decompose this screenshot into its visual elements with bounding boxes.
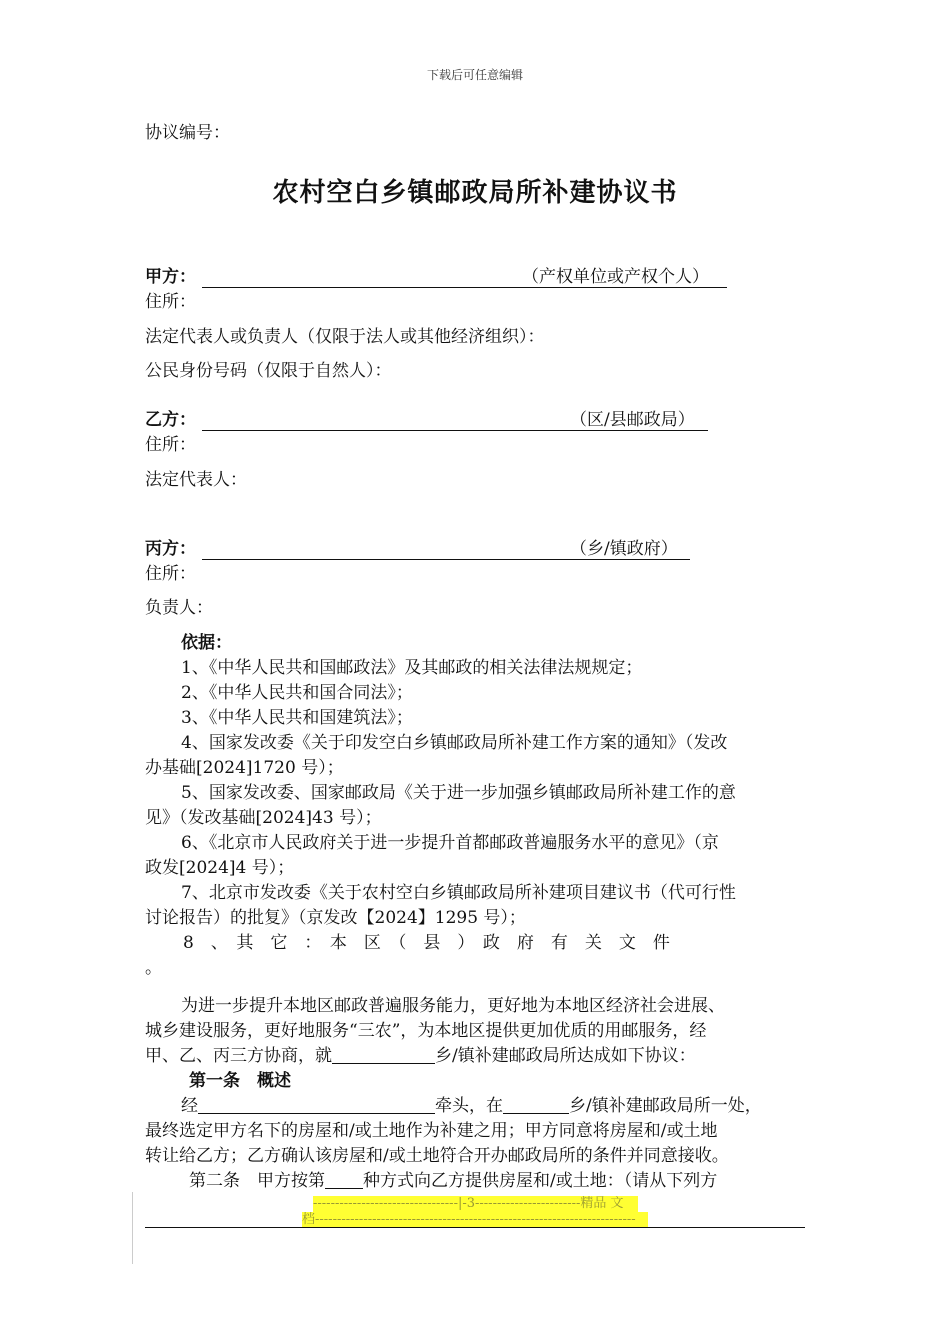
article-1-line: 转让给乙方；乙方确认该房屋和/或土地符合开办邮政局所的条件并同意接收。: [145, 1146, 729, 1166]
party-b-label: 乙方：: [145, 410, 196, 430]
agreement-number-label: 协议编号：: [145, 123, 230, 143]
footer-watermark-line-1: ---------------------------------|-3------------------------精品 文: [313, 1196, 638, 1212]
method-blank: [325, 1170, 363, 1189]
party-a-label: 甲方：: [145, 267, 196, 287]
party-c-label: 丙方：: [145, 539, 196, 559]
article-2-line: [189, 1169, 717, 1193]
basis-item: 4、国家发改委《关于印发空白乡镇邮政局所补建工作方案的通知》（发改: [181, 733, 728, 753]
party-b-address: 住所：: [145, 435, 196, 455]
intro-line3-end: 乡/镇补建邮政局所达成如下协议：: [435, 1046, 696, 1066]
basis-item: 5、国家发改委、国家邮政局《关于进一步加强乡镇邮政局所补建工作的意: [181, 783, 736, 803]
party-a-id-number: 公民身份号码（仅限于自然人）：: [145, 361, 392, 381]
township-blank-2: [503, 1095, 569, 1114]
basis-item: 见》（发改基础[2024]43 号）；: [145, 808, 382, 828]
document-title: 农村空白乡镇邮政局所补建协议书: [272, 178, 678, 208]
lead-unit-blank: [198, 1095, 435, 1114]
intro-line: 城乡建设服务，更好地服务“三农”，为本地区提供更加优质的用邮服务，经: [145, 1021, 707, 1041]
article-1-heading: 第一条 概述: [189, 1071, 291, 1091]
article-1-text-c: 乡/镇补建邮政局所一处，: [569, 1096, 762, 1116]
party-c-responsible: 负责人：: [145, 598, 213, 618]
intro-line: [145, 1044, 696, 1068]
township-blank: [332, 1045, 435, 1064]
page-header: 下载后可任意编辑: [426, 68, 523, 82]
article-2-text-a: 第二条 甲方按第: [189, 1171, 325, 1191]
article-1-text-b: 牵头，在: [435, 1096, 503, 1116]
basis-item: 6、《北京市人民政府关于进一步提升首都邮政普遍服务水平的意见》（京: [181, 833, 719, 853]
basis-item: 7、北京市发改委《关于农村空白乡镇邮政局所补建项目建议书（代可行性: [181, 883, 736, 903]
party-a-note: （产权单位或产权个人）: [522, 267, 709, 287]
basis-item: 8 、 其 它 ： 本 区 （ 县 ） 政 府 有 关 文 件: [183, 933, 670, 953]
footer-rule: [145, 1227, 805, 1228]
party-a-representative: 法定代表人或负责人（仅限于法人或其他经济组织）：: [145, 327, 545, 347]
basis-item: 办基础[2024]1720 号）；: [145, 758, 344, 778]
basis-item: 2、《中华人民共和国合同法》；: [181, 683, 413, 703]
basis-item: 。: [145, 958, 162, 978]
basis-item: 政发[2024]4 号）；: [145, 858, 295, 878]
article-1-line: 最终选定甲方名下的房屋和/或土地作为补建之用；甲方同意将房屋和/或土地: [145, 1121, 718, 1141]
article-1-text-a: 经: [181, 1096, 198, 1116]
intro-line3-start: 甲、乙、丙三方协商，就: [145, 1046, 332, 1066]
footer-watermark-line-2: 档-------------------------------------------------------------------------: [302, 1212, 648, 1228]
intro-line: 为进一步提升本地区邮政普遍服务能力，更好地为本地区经济社会进展、: [181, 996, 725, 1016]
party-b-representative: 法定代表人：: [145, 470, 247, 490]
article-1-line: [181, 1094, 762, 1118]
margin-line: [132, 1192, 133, 1264]
party-b-note: （区/县邮政局）: [570, 410, 695, 430]
basis-heading: 依据：: [181, 633, 232, 653]
basis-item: 1、《中华人民共和国邮政法》及其邮政的相关法律法规规定；: [181, 658, 643, 678]
article-2-text-b: 种方式向乙方提供房屋和/或土地：（请从下列方: [363, 1171, 718, 1191]
basis-item: 3、《中华人民共和国建筑法》；: [181, 708, 413, 728]
party-c-note: （乡/镇政府）: [570, 539, 678, 559]
party-a-address: 住所：: [145, 292, 196, 312]
party-c-address: 住所：: [145, 564, 196, 584]
basis-item: 讨论报告）的批复》（京发改【2024】1295 号）；: [145, 908, 526, 928]
